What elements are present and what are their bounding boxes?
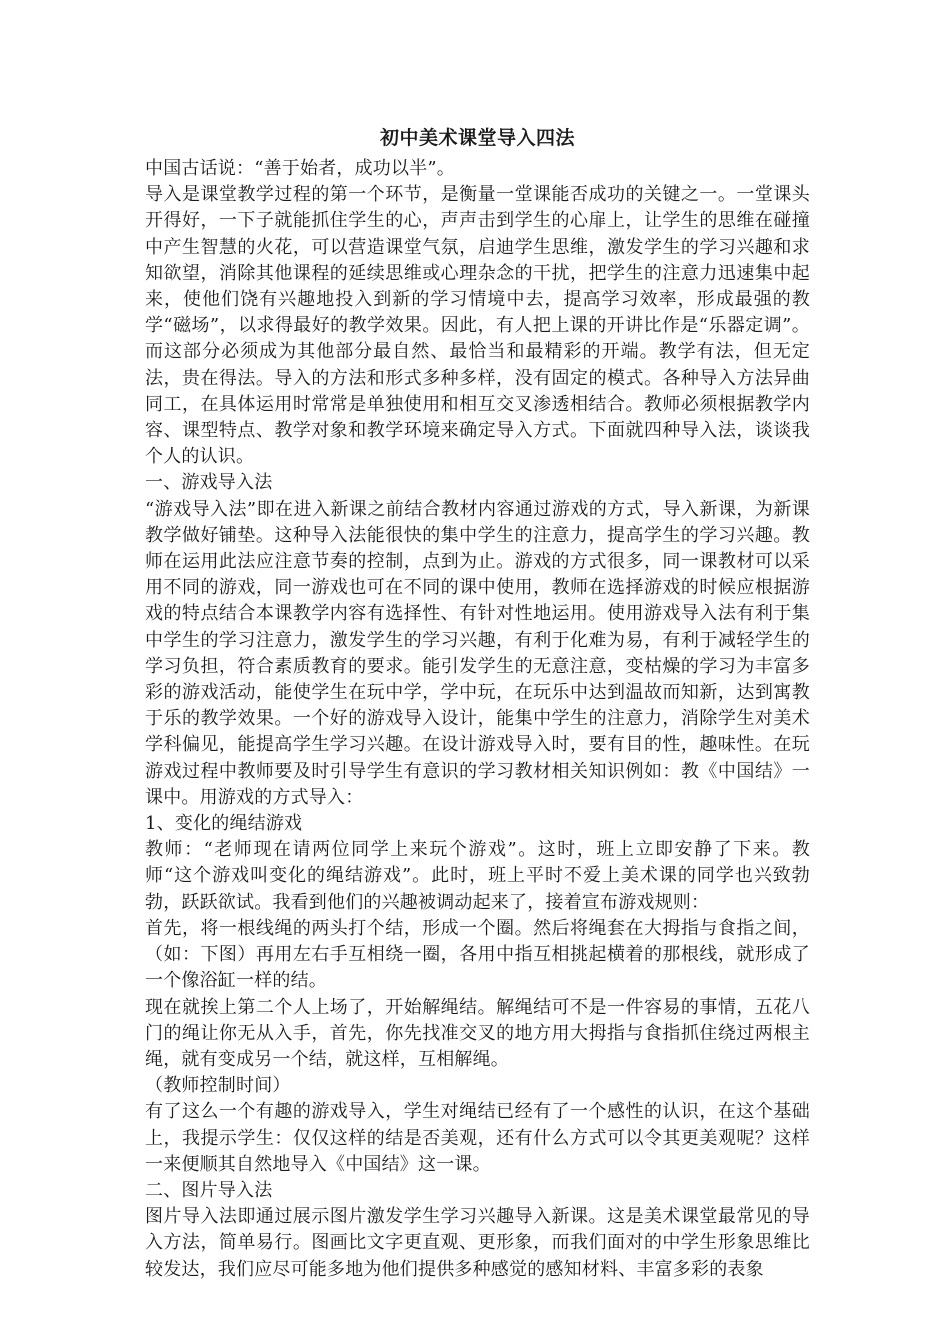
document-title: 初中美术课堂导入四法 <box>379 127 575 149</box>
picture-method-paragraph: 图片导入法即通过展示图片激发学生学习兴趣导入新课。这是美术课堂最常见的导入方法，简单易行。图画比文字更直观、更形象，而我们面对的中学生形象思维比较发达，我们应尽可能多地为他们提供多种感觉的感知材料、丰富多彩的表象 <box>145 1206 810 1280</box>
section-heading-picture-method: 二、图片导入法 <box>145 1179 273 1201</box>
game-rules-paragraph: 首先，将一根线绳的两头打个结，形成一个圈。然后将绳套在大拇指与食指之间，（如：下图）再用左右手互相绕一圈，各用中指互相挑起横着的那根线，就形成了一个像浴缸一样的结。 <box>145 917 810 992</box>
untying-paragraph: 现在就挨上第二个人上场了，开始解绳结。解绳结可不是一件容易的事情，五花八门的绳让你无从入手，首先，你先找准交叉的地方用大拇指与食指抓住绕过两根主绳，就有变成另一个结，就这样，互相解绳。 <box>145 996 810 1070</box>
game-conclusion-paragraph: 有了这么一个有趣的游戏导入，学生对绳结已经有了一个感性的认识，在这个基础上，我提示学生：仅仅这样的结是否美观，还有什么方式可以令其更美观呢？这样一来便顺其自然地导入《中国结》这一课。 <box>145 1101 810 1175</box>
subsection-heading-rope-knot-game: 1、变化的绳结游戏 <box>145 813 303 835</box>
game-method-paragraph: “游戏导入法”即在进入新课之前结合教材内容通过游戏的方式，导入新课，为新课教学做好铺垫。这种导入法能很快的集中学生的注意力，提高学生的学习兴趣。教师在运用此法应注意节奏的控制，点到为止。游戏的方式很多，同一课教材可以采用不同的游戏，同一游戏也可在不同的课中使用，教师在选择游戏的时候应根据游戏的特点结合本课教学内容有选择性、有针对性地运用。使用游戏导入法有利于集中学生的学习注意力，激发学生的学习兴趣，有利于化难为易，有利于减轻学生的学习负担，符合素质教育的要求。能引发学生的无意注意，变枯燥的学习为丰富多彩的游戏活动，能使学生在玩中学，学中玩，在玩乐中达到温故而知新，达到寓教于乐的教学效果。一个好的游戏导入设计，能集中学生的注意力，消除学生对美术学科偏见，能提高学生学习兴趣。在设计游戏导入时，要有目的性，趣味性。在玩游戏过程中教师要及时引导学生有意识的学习教材相关知识例如：教《中国结》一课中。用游戏的方式导入： <box>145 498 810 808</box>
teacher-dialogue-paragraph: 教师：“老师现在请两位同学上来玩个游戏”。这时，班上立即安静了下来。教师“这个游戏叫变化的绳结游戏”。此时，班上平时不爱上美术课的同学也兴致勃勃，跃跃欲试。我看到他们的兴趣被调动起来了，接着宣布游戏规则： <box>145 839 810 913</box>
document-page <box>145 120 810 1283</box>
section-heading-game-method: 一、游戏导入法 <box>145 472 273 494</box>
opening-quote-paragraph: 中国古话说：“善于始者，成功以半”。 <box>145 158 456 179</box>
introduction-paragraph: 导入是课堂教学过程的第一个环节，是衡量一堂课能否成功的关键之一。一堂课头开得好，一下子就能抓住学生的心，声声击到学生的心扉上，让学生的思维在碰撞中产生智慧的火花，可以营造课堂气氛，启迪学生思维，激发学生的学习兴趣和求知欲望，消除其他课程的延续思维或心理杂念的干扰，把学生的注意力迅速集中起来，使他们饶有兴趣地投入到新的学习情境中去，提高学习效率，形成最强的教学“磁场”，以求得最好的教学效果。因此，有人把上课的开讲比作是“乐器定调”。而这部分必须成为其他部分最自然、最恰当和最精彩的开端。教学有法，但无定法，贵在得法。导入的方法和形式多种多样，没有固定的模式。各种导入方法异曲同工，在具体运用时常常是单独使用和相互交叉渗透相结合。教师必须根据教学内容、课型特点、教学对象和教学环境来确定导入方式。下面就四种导入法，谈谈我个人的认识。 <box>145 184 810 468</box>
time-control-note: （教师控制时间） <box>145 1075 291 1097</box>
